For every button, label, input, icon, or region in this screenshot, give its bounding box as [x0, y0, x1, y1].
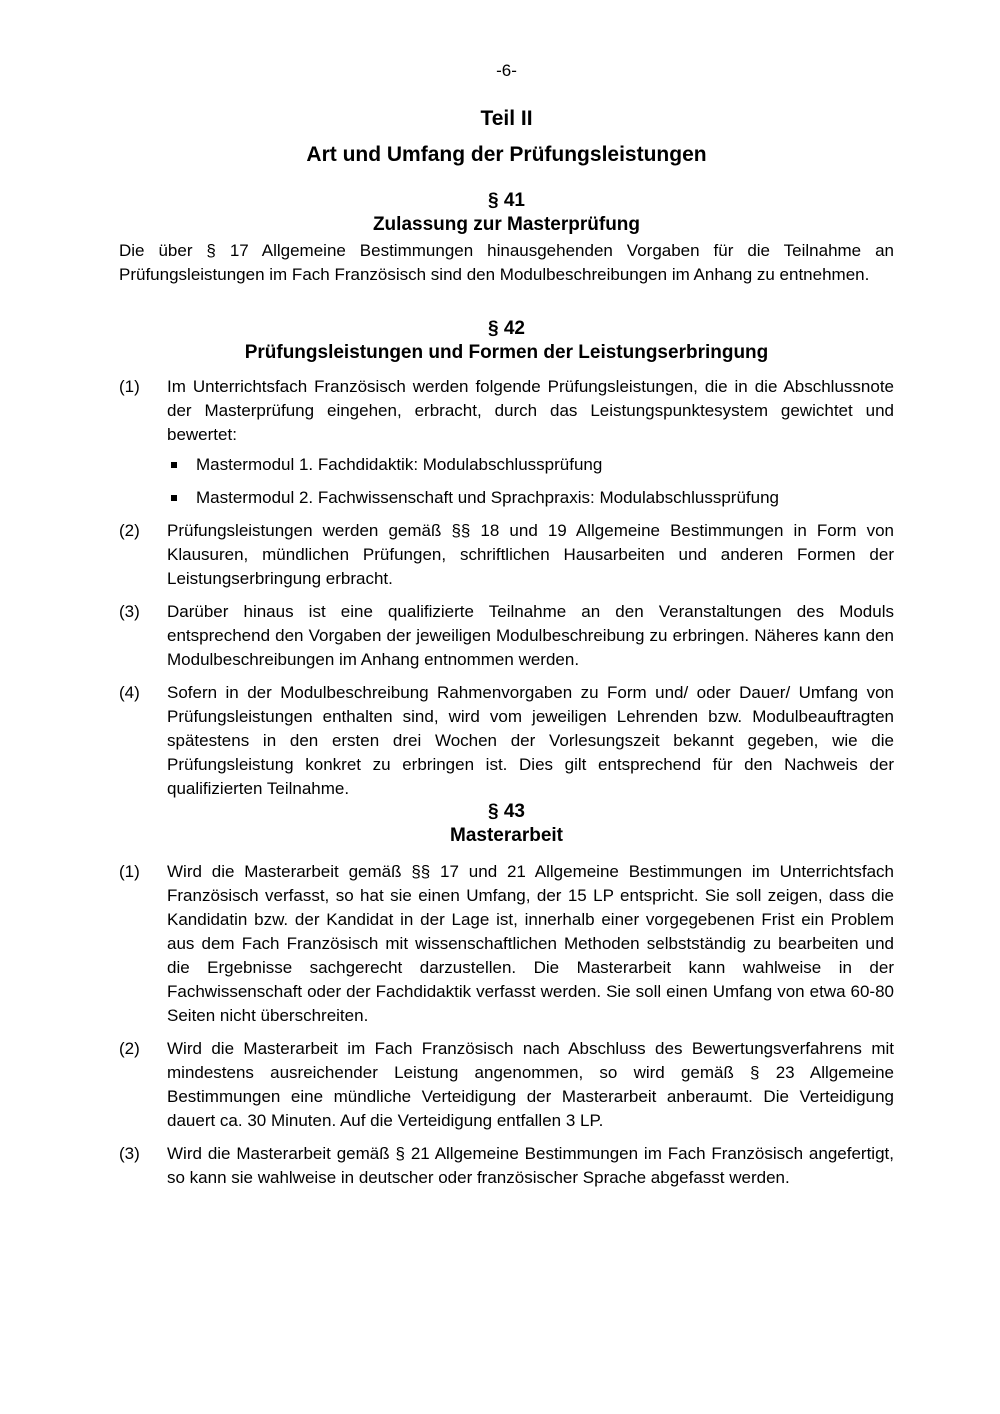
paragraph-text: Darüber hinaus ist eine qualifizierte Teilnahme an den Veranstaltungen des Moduls entsprechend den Vorgaben der jeweiligen Modulbeschreibung zu erbringen. Näheres kann den Modulbeschreibungen im Anhang entnommen werden.	[167, 602, 894, 669]
square-bullet-icon	[171, 462, 177, 468]
numbered-paragraph	[119, 681, 894, 801]
list-item	[167, 486, 894, 510]
part-subtitle: Art und Umfang der Prüfungsleistungen	[306, 143, 707, 166]
paragraph-text: Wird die Masterarbeit gemäß § 21 Allgemeine Bestimmungen im Fach Französisch angefertigt, so kann sie wahlweise in deutscher oder französischer Sprache abgefasst werden.	[167, 1144, 894, 1187]
numbered-paragraph	[119, 860, 894, 1028]
section-title: Prüfungsleistungen und Formen der Leistungserbringung	[244, 342, 769, 363]
paragraph-text: Wird die Masterarbeit gemäß §§ 17 und 21 Allgemeine Bestimmungen im Unterrichtsfach Französisch verfasst, so hat sie einen Umfang, der 15 LP entspricht. Sie soll zeigen, dass die Kandidatin bzw. der Kandidat in der Lage ist, innerhalb einer vorgegebenen Frist ein Problem aus dem Fach Französisch mit wissenschaftlichen Methoden selbstständig zu bearbeiten und die Ergebnisse sachgerecht darzustellen. Die Masterarbeit kann wahlweise in der Fachwissenschaft oder der Fachdidaktik verfasst werden. Sie soll einen Umfang von etwa 60-80 Seiten nicht überschreiten.	[167, 862, 894, 1025]
paragraph-text: Sofern in der Modulbeschreibung Rahmenvorgaben zu Form und/ oder Dauer/ Umfang von Prüfungsleistungen enthalten sind, wird vom jeweiligen Lehrenden bzw. Modulbeauftragten spätestens in den ersten drei Wochen der Vorlesungszeit bekannt gegeben, wie die Prüfungsleistung konkret zu erbringen ist. Dies gilt entsprechend für den Nachweis der qualifizierten Teilnahme.	[167, 683, 894, 798]
numbered-paragraph	[119, 600, 894, 672]
paragraph-body	[167, 375, 894, 519]
part-title: Teil II	[480, 107, 533, 130]
paragraph-number: (3)	[119, 1144, 140, 1163]
page-number: -6-	[496, 61, 517, 80]
paragraph-text: Prüfungsleistungen werden gemäß §§ 18 und 19 Allgemeine Bestimmungen in Form von Klausuren, mündlichen Prüfungen, schriftlichen Hausarbeiten und anderen Formen der Leistungserbringung erbracht.	[167, 521, 894, 588]
section-number: § 42	[488, 318, 525, 339]
paragraph-number: (4)	[119, 683, 140, 702]
numbered-paragraph	[119, 375, 894, 519]
document-page	[119, 0, 894, 1414]
section-42	[119, 317, 894, 801]
square-bullet-icon	[171, 495, 177, 501]
section-title: Masterarbeit	[450, 825, 563, 846]
numbered-paragraph	[119, 1142, 894, 1190]
paragraph-number: (1)	[119, 862, 140, 881]
paragraph-number: (2)	[119, 521, 140, 540]
section-number: § 41	[488, 190, 525, 211]
paragraph-number: (2)	[119, 1039, 140, 1058]
paragraph-text: Wird die Masterarbeit im Fach Französisch nach Abschluss des Bewertungsverfahrens mit mindestens ausreichender Leistung angenommen, so wird gemäß § 23 Allgemeine Bestimmungen eine mündliche Verteidigung der Masterarbeit anberaumt. Die Verteidigung dauert ca. 30 Minuten. Auf die Verteidigung entfallen 3 LP.	[167, 1039, 894, 1130]
paragraph-text: Im Unterrichtsfach Französisch werden folgende Prüfungsleistungen, die in die Abschlussnote der Masterprüfung eingehen, erbracht, durch das Leistungspunktesystem gewichtet und bewertet:	[167, 377, 894, 444]
paragraph-number: (3)	[119, 602, 140, 621]
section-paragraph: Die über § 17 Allgemeine Bestimmungen hinausgehenden Vorgaben für die Teilnahme an Prüfungsleistungen im Fach Französisch sind den Modulbeschreibungen im Anhang zu entnehmen.	[119, 241, 894, 284]
list-item-text: Mastermodul 1. Fachdidaktik: Modulabschlussprüfung	[196, 455, 603, 474]
section-number: § 43	[488, 801, 525, 822]
numbered-paragraph	[119, 1037, 894, 1133]
paragraph-number: (1)	[119, 377, 140, 396]
bullet-list	[167, 453, 894, 510]
list-item	[167, 453, 894, 477]
section-41	[119, 189, 894, 287]
section-43	[119, 800, 894, 1190]
section-title: Zulassung zur Masterprüfung	[372, 214, 641, 235]
list-item-text: Mastermodul 2. Fachwissenschaft und Sprachpraxis: Modulabschlussprüfung	[196, 488, 780, 507]
numbered-paragraph	[119, 519, 894, 591]
